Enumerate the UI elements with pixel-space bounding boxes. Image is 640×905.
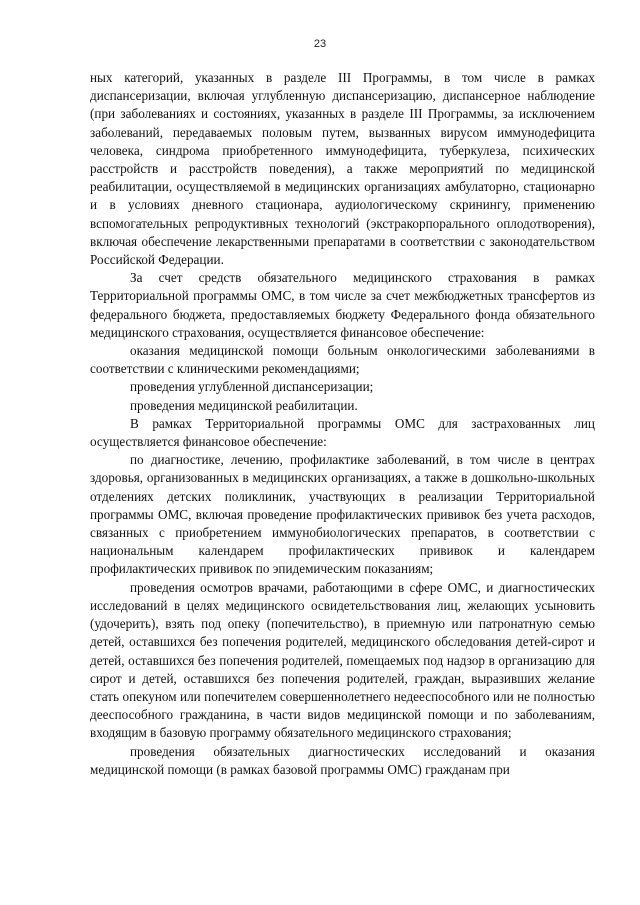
page-number: 23 — [313, 38, 327, 50]
paragraph-oncology-care: оказания медицинской помощи больным онкологическими заболеваниями в соответствии с клиническими рекомендациями; — [90, 343, 595, 377]
paragraph-continuation: ных категорий, указанных в разделе III Программы, в том числе в рамках диспансеризации, включая углубленную диспансеризацию, диспансерное наблюдение (при заболеваниях и состояниях, указанных в разделе III Программы, за исключением заболеваний, передаваемых половым путем, вызванных вирусом иммунодефицита человека, синдрома приобретенного иммунодефицита, туберкулеза, психических расстройств и расстройств поведения), а также мероприятий по медицинской реабилитации, осуществляемой в медицинских организациях амбулаторно, стационарно и в условиях дневного стационара, аудиологическому скринингу, применению вспомогательных репродуктивных технологий (экстракорпорального оплодотворения), включая обеспечение лекарственными препаратами в соответствии с законодательством Российской Федерации. — [90, 70, 595, 268]
paragraph-medical-examinations: проведения осмотров врачами, работающими в сфере ОМС, и диагностических исследований в целях медицинского освидетельствования лиц, желающих усыновить (удочерить), взять под опеку (попечительство), в приемную или патронатную семью детей, оставшихся без попечения родителей, медицинского обследования детей-сирот и детей, оставшихся без попечения родителей, помещаемых под надзор в организацию для сирот и детей, оставшихся без попечения родителей, граждан, выразивших желание стать опекуном или попечителем совершеннолетнего недееспособного или не полностью дееспособного гражданина, в части видов медицинской помощи и по заболеваниям, входящим в базовую программу обязательного медицинского страхования; — [90, 579, 595, 741]
paragraph-mandatory-diagnostics: проведения обязательных диагностических исследований и оказания медицинской помощи (в рамках базовой программы ОМС) гражданам при — [90, 743, 595, 777]
paragraph-in-depth-screening: проведения углубленной диспансеризации; — [130, 379, 374, 395]
paragraph-oms-funding: За счет средств обязательного медицинского страхования в рамках Территориальной программы ОМС, в том числе за счет межбюджетных трансфертов из федерального бюджета, предоставляемых бюджету Федерального фонда обязательного медицинского страхования, осуществляется финансовое обеспечение: — [90, 270, 595, 340]
paragraph-diagnostics-prevention: по диагностике, лечению, профилактике заболеваний, в том числе в центрах здоровья, организованных в медицинских организациях, а также в дошкольно-школьных отделениях детских поликлиник, участвующих в реализации Территориальной программы ОМС, включая проведение профилактических прививок без учета расходов, связанных с приобретением иммунобиологических препаратов, в соответствии с национальным календарем профилактических прививок и календарем профилактических прививок по эпидемическим показаниям; — [90, 452, 595, 577]
paragraph-rehabilitation: проведения медицинской реабилитации. — [130, 397, 358, 413]
document-body — [90, 69, 595, 779]
paragraph-insured-persons: В рамках Территориальной программы ОМС для застрахованных лиц осуществляется финансовое обеспечение: — [90, 415, 595, 450]
